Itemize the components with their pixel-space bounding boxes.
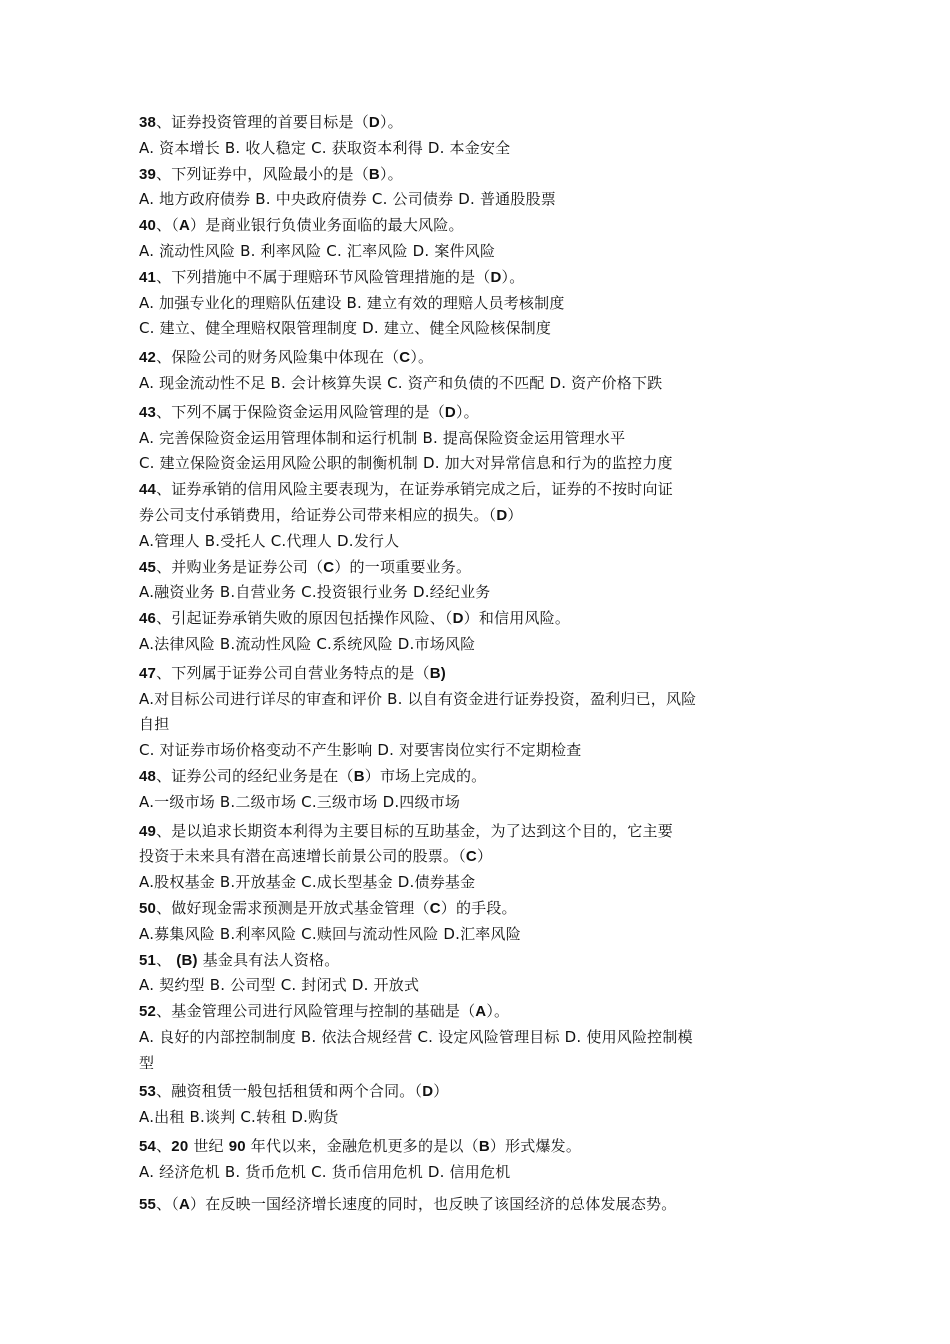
question-text: 投资于未来具有潜在高速增长前景公司的股票。（ (139, 847, 466, 866)
question-block (139, 110, 779, 162)
question-text: ）。 (455, 402, 479, 421)
question-text: ）。 (501, 267, 525, 286)
correct-answer: B (478, 1138, 490, 1156)
question-number: 43 (139, 403, 157, 421)
question-text: 、 (156, 950, 177, 969)
answer-options: A. 经济危机 B. 货币危机 C. 货币信用危机 D. 信用危机 (139, 1162, 511, 1181)
question-block (139, 764, 779, 816)
correct-answer: A (179, 1195, 191, 1213)
question-number: 54 (139, 1138, 157, 1156)
question-stem (139, 1192, 779, 1218)
correct-answer: D (368, 114, 380, 131)
question-number: 55 (139, 1195, 157, 1213)
question-block (139, 948, 779, 1000)
correct-answer: C (323, 558, 335, 576)
correct-answer: D (422, 1083, 434, 1101)
question-number: 41 (139, 268, 157, 286)
question-text: 20 (171, 1138, 189, 1156)
question-stem (139, 162, 779, 188)
answer-options: A. 完善保险资金运用管理体制和运行机制 B. 提高保险资金运用管理水平 (139, 428, 626, 447)
question-text: 、（ (156, 216, 179, 235)
question-block (139, 896, 779, 948)
answer-options: A. 加强专业化的理赔队伍建设 B. 建立有效的理赔人员考核制度 (139, 293, 565, 312)
question-stem (139, 477, 779, 503)
answer-options: A.融资业务 B.自营业务 C.投资银行业务 D.经纪业务 (139, 583, 491, 602)
question-block (139, 1192, 779, 1218)
question-number: 49 (139, 822, 157, 840)
question-stem (139, 999, 779, 1025)
question-block (139, 213, 779, 265)
answer-options: A.股权基金 B.开放基金 C.成长型基金 D.债券基金 (139, 873, 476, 892)
question-text: ）。 (486, 1002, 510, 1021)
question-block (139, 1134, 779, 1186)
answer-options: A. 良好的内部控制制度 B. 依法合规经营 C. 设定风险管理目标 D. 使用风险控制模 (139, 1027, 693, 1046)
correct-answer: B) (429, 664, 446, 682)
question-text: 、下列证券中，风险最小的是（ (156, 164, 369, 183)
question-stem (139, 555, 779, 581)
question-block (139, 661, 779, 764)
question-block (139, 606, 779, 658)
question-text: ）。 (379, 164, 403, 183)
question-number: 39 (139, 165, 157, 183)
question-block (139, 999, 779, 1076)
question-block (139, 400, 779, 477)
question-stem-continued (139, 503, 779, 529)
question-text: 、是以追求长期资本利得为主要目标的互助基金，为了达到这个目的，它主要 (156, 821, 673, 840)
answer-options: 自担 (139, 715, 170, 734)
question-text: 基金具有法人资格。 (197, 950, 340, 969)
question-text: ） (433, 1082, 449, 1101)
answer-options: A.一级市场 B.二级市场 C.三级市场 D.四级市场 (139, 792, 461, 811)
answer-options: C. 建立保险资金运用风险公职的制衡机制 D. 加大对异常信息和行为的监控力度 (139, 454, 673, 473)
question-stem (139, 661, 779, 687)
question-stem (139, 819, 779, 845)
question-block (139, 265, 779, 342)
question-block (139, 345, 779, 397)
question-stem (139, 265, 779, 291)
question-text: 、下列措施中不属于理赔环节风险管理措施的是（ (156, 267, 491, 286)
question-stem (139, 896, 779, 922)
question-number: 47 (139, 664, 157, 682)
question-text: ）是商业银行负债业务面临的最大风险。 (190, 216, 464, 235)
question-number: 44 (139, 481, 157, 499)
question-text: 、证券公司的经纪业务是在（ (156, 766, 354, 785)
question-number: 45 (139, 558, 157, 576)
question-number: 51 (139, 951, 157, 969)
question-text: 、引起证券承销失败的原因包括操作风险、（ (156, 609, 453, 628)
correct-answer: D (490, 268, 502, 286)
question-stem (139, 400, 779, 426)
question-number: 40 (139, 217, 157, 235)
correct-answer: A (475, 1003, 487, 1021)
correct-answer: (B) (176, 951, 198, 969)
question-text: ） (507, 505, 523, 524)
question-number: 48 (139, 767, 157, 785)
question-block (139, 555, 779, 607)
question-stem (139, 1134, 779, 1160)
question-block (139, 162, 779, 214)
question-text: ）。 (410, 348, 434, 367)
correct-answer: A (179, 217, 191, 235)
question-text: 世纪 (188, 1137, 229, 1156)
question-text: ）的一项重要业务。 (334, 557, 472, 576)
answer-options: A.对目标公司进行详尽的审查和评价 B. 以自有资金进行证券投资，盈利归已，风险 (139, 689, 697, 708)
question-stem (139, 213, 779, 239)
question-text: 、 (156, 1137, 172, 1156)
answer-options: A.募集风险 B.利率风险 C.赎回与流动性风险 D.汇率风险 (139, 924, 521, 943)
correct-answer: C (399, 349, 411, 367)
correct-answer: D (444, 403, 456, 421)
question-text: 年代以来，金融危机更多的是以（ (245, 1137, 479, 1156)
answer-options: A.法律风险 B.流动性风险 C.系统风险 D.市场风险 (139, 634, 476, 653)
answer-options: A.出租 B.谈判 C.转租 D.购货 (139, 1108, 339, 1127)
correct-answer: D (452, 610, 464, 628)
question-list (139, 110, 779, 1217)
question-number: 53 (139, 1083, 157, 1101)
question-stem-continued (139, 844, 779, 870)
question-text: 、（ (156, 1194, 179, 1213)
question-text: 、融资租赁一般包括租赁和两个合同。（ (156, 1082, 423, 1101)
question-text: ）形式爆发。 (489, 1137, 582, 1156)
question-text: 、做好现金需求预测是开放式基金管理（ (156, 898, 430, 917)
answer-options: C. 建立、健全理赔权限管理制度 D. 建立、健全风险核保制度 (139, 319, 552, 338)
question-stem (139, 606, 779, 632)
question-text: ） (476, 847, 493, 866)
question-stem (139, 110, 779, 136)
question-text: 、保险公司的财务风险集中体现在（ (156, 348, 400, 367)
correct-answer: B (353, 767, 365, 785)
question-text: 、并购业务是证券公司（ (156, 557, 324, 576)
question-number: 46 (139, 610, 157, 628)
answer-options: A.管理人 B.受托人 C.代理人 D.发行人 (139, 531, 400, 550)
question-text: 、证券投资管理的首要目标是（ (156, 113, 369, 131)
question-text: ）和信用风险。 (463, 609, 571, 628)
question-block (139, 477, 779, 554)
answer-options: A. 地方政府债券 B. 中央政府债券 C. 公司债券 D. 普通股股票 (139, 190, 556, 209)
question-stem (139, 764, 779, 790)
answer-options: A. 现金流动性不足 B. 会计核算失误 C. 资产和负债的不匹配 D. 资产价格下跌 (139, 373, 663, 392)
answer-options: A. 流动性风险 B. 利率风险 C. 汇率风险 D. 案件风险 (139, 241, 496, 260)
question-block (139, 819, 779, 896)
correct-answer: D (496, 506, 508, 524)
question-block (139, 1079, 779, 1131)
answer-options: 型 (139, 1053, 155, 1072)
question-text: ）。 (379, 113, 403, 131)
question-stem (139, 345, 779, 371)
question-text: 、下列不属于保险资金运用风险管理的是（ (156, 402, 445, 421)
question-text: ）市场上完成的。 (364, 766, 487, 785)
correct-answer: B (368, 165, 380, 183)
question-number: 42 (139, 349, 157, 367)
question-text: 券公司支付承销费用，给证券公司带来相应的损失。（ (139, 505, 497, 524)
question-number: 38 (139, 114, 157, 131)
answer-options: C. 对证券市场价格变动不产生影响 D. 对要害岗位实行不定期检查 (139, 741, 582, 760)
answer-options: A. 资本增长 B. 收人稳定 C. 获取资本利得 D. 本金安全 (139, 138, 511, 157)
question-text: 、证券承销的信用风险主要表现为，在证券承销完成之后，证券的不按时向证 (156, 480, 673, 499)
correct-answer: C (429, 899, 441, 917)
question-text: 、下列属于证券公司自营业务特点的是（ (156, 663, 430, 682)
question-stem (139, 1079, 779, 1105)
answer-options: A. 契约型 B. 公司型 C. 封闭式 D. 开放式 (139, 976, 420, 995)
question-number: 50 (139, 899, 157, 917)
question-text: ）在反映一国经济增长速度的同时，也反映了该国经济的总体发展态势。 (190, 1194, 677, 1213)
question-number: 52 (139, 1003, 157, 1021)
question-stem (139, 948, 779, 974)
question-text: 、基金管理公司进行风险管理与控制的基础是（ (156, 1002, 476, 1021)
question-text: 90 (228, 1138, 246, 1156)
correct-answer: C (465, 848, 477, 866)
question-text: ）的手段。 (440, 898, 517, 917)
